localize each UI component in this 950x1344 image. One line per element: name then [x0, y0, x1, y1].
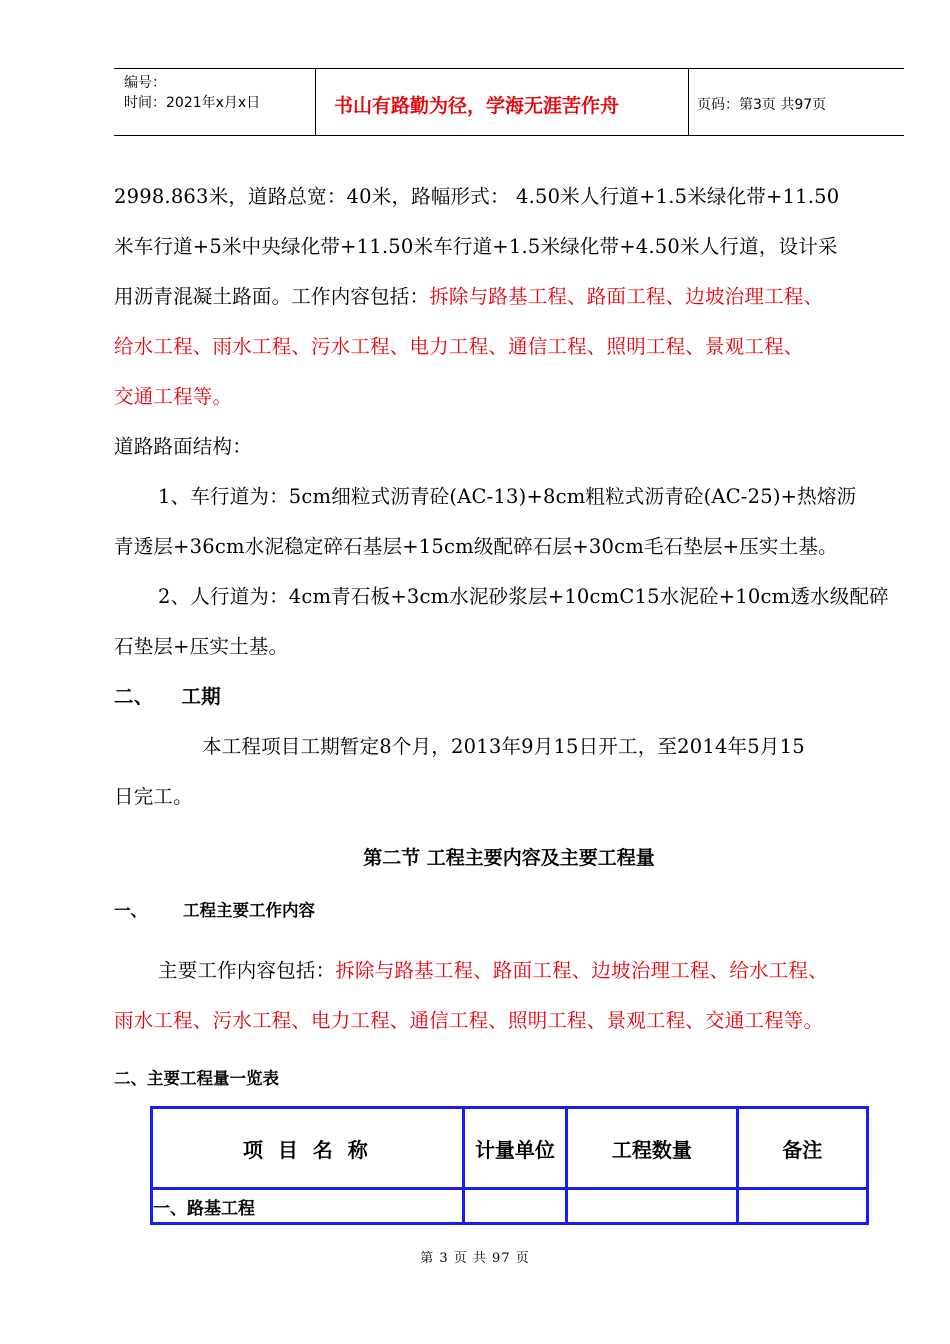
table-header-item-name: 项 目 名 称 [152, 1108, 464, 1189]
schedule-number: 二、 [114, 685, 154, 708]
para1-line3 [114, 281, 823, 309]
header-divider-left [315, 68, 316, 136]
header-bottom-rule [114, 135, 904, 136]
header-time: 时间：2021年x月x日 [124, 95, 261, 111]
table-cell-quantity [567, 1189, 737, 1224]
section2-content-line1 [158, 955, 828, 983]
section2-content-items-1: 拆除与路基工程、路面工程、边坡治理工程、给水工程、 [335, 959, 828, 982]
table-row [152, 1189, 868, 1224]
para1-work-items-3: 交通工程等。 [114, 385, 233, 408]
schedule-line2: 日完工。 [114, 785, 193, 808]
para1-line2: 米车行道+5米中央绿化带+11.50米车行道+1.5米绿化带+4.50米人行道，设计采 [114, 235, 838, 258]
section2-sub1-heading [114, 897, 315, 921]
table-header-row [152, 1108, 868, 1189]
table-header-remark: 备注 [737, 1108, 868, 1189]
page-footer: 第 3 页 共 97 页 [420, 1251, 530, 1266]
schedule-title: 工期 [181, 685, 221, 708]
structure-item2-line2: 石垫层+压实土基。 [114, 635, 289, 658]
schedule-line1: 本工程项目工期暂定8个月，2013年9月15日开工，至2014年5月15 [202, 735, 805, 758]
table-cell-unit [463, 1189, 567, 1224]
header-top-rule [114, 68, 904, 69]
structure-heading: 道路路面结构： [114, 435, 252, 458]
table-header-unit: 计量单位 [463, 1108, 567, 1189]
structure-item2-line1: 2、人行道为：4cm青石板+3cm水泥砂浆层+10cmC15水泥砼+10cm透水级配碎 [158, 585, 889, 608]
header-divider-right [688, 68, 689, 136]
schedule-heading [114, 681, 221, 709]
header-serial: 编号： [124, 75, 166, 91]
para1-line1: 2998.863米，道路总宽：40米，路幅形式： 4.50米人行道+1.5米绿化带+11.50 [114, 185, 840, 208]
para1-work-intro: 用沥青混凝土路面。工作内容包括： [114, 285, 430, 308]
section2-sub1-title: 工程主要工作内容 [183, 901, 315, 920]
header-motto: 书山有路勤为径，学海无涯苦作舟 [334, 95, 620, 117]
section2-content-items-2: 雨水工程、污水工程、电力工程、通信工程、照明工程、景观工程、交通工程等。 [114, 1009, 824, 1032]
header-page-number: 页码：第3页 共97页 [697, 97, 827, 113]
table-header-quantity: 工程数量 [567, 1108, 737, 1189]
table-cell-remark [737, 1189, 868, 1224]
section2-sub1-number: 一、 [114, 901, 147, 920]
quantity-table [150, 1106, 869, 1225]
structure-item1-line1: 1、车行道为：5cm细粒式沥青砼(AC-13)+8cm粗粒式沥青砼(AC-25)+热熔沥 [158, 485, 857, 508]
structure-item1-line2: 青透层+36cm水泥稳定碎石基层+15cm级配碎石层+30cm毛石垫层+压实土基。 [114, 535, 838, 558]
section2-title: 第二节 工程主要内容及主要工程量 [363, 847, 655, 869]
para1-work-items-1: 拆除与路基工程、路面工程、边坡治理工程、 [429, 285, 824, 308]
section2-content-intro: 主要工作内容包括： [158, 959, 336, 982]
para1-work-items-2: 给水工程、雨水工程、污水工程、电力工程、通信工程、照明工程、景观工程、 [114, 335, 804, 358]
table-cell-item-name: 一、路基工程 [152, 1189, 464, 1224]
section2-sub2-heading: 二、主要工程量一览表 [114, 1069, 279, 1088]
